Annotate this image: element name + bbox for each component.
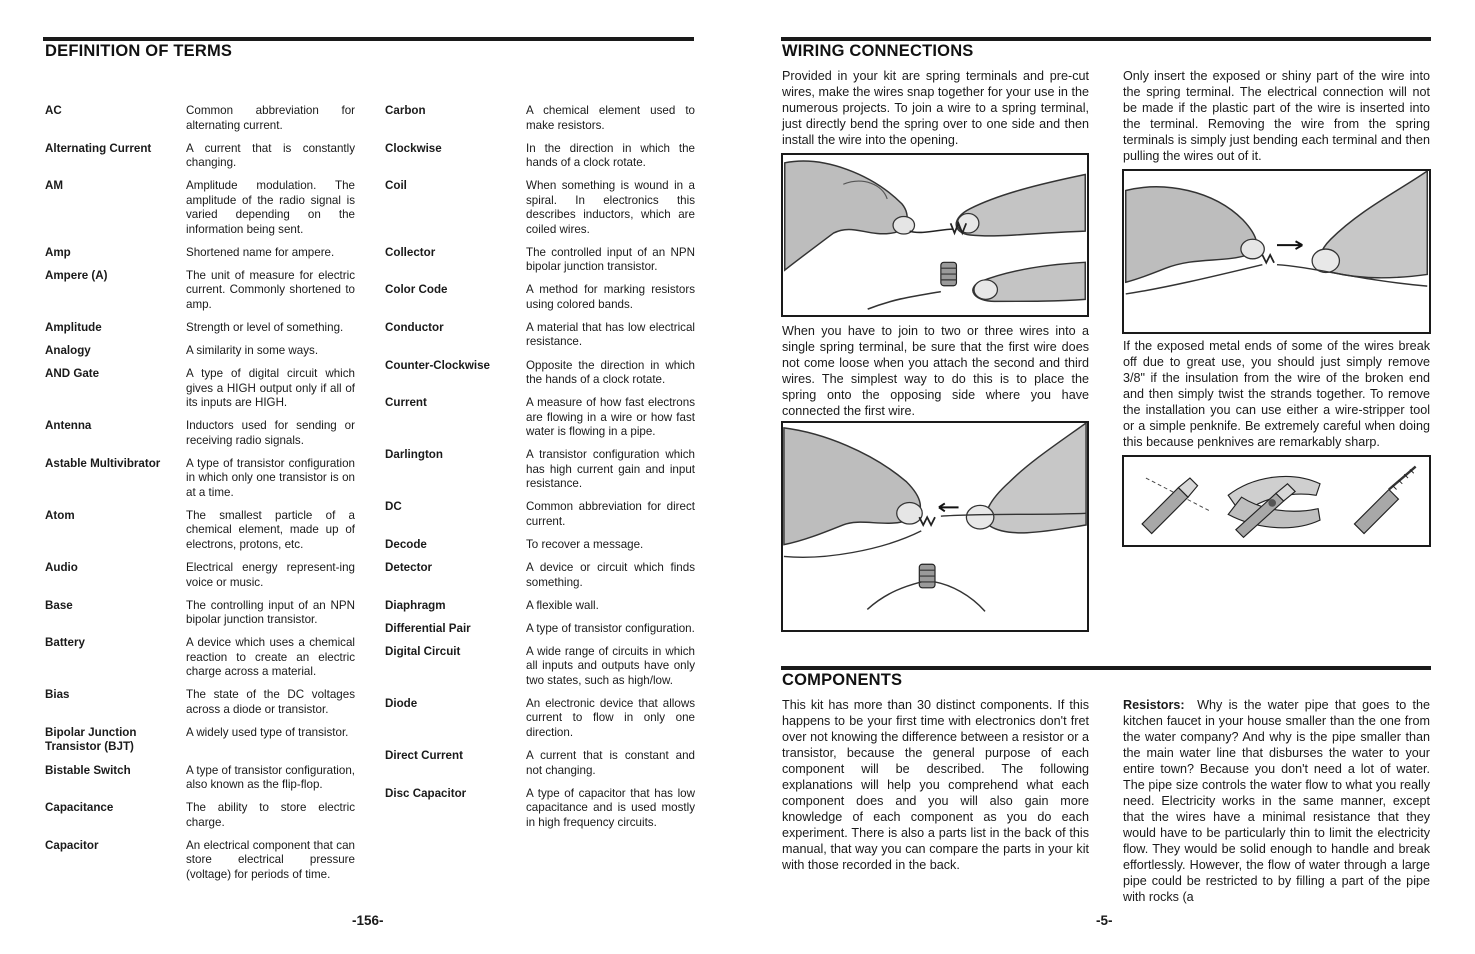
- glossary-definition: The unit of measure for electric current. Commonly shortened to amp.: [186, 268, 355, 311]
- glossary-entry: [45, 509, 355, 553]
- glossary-definition: An electrical component that can store electrical pressure (voltage) for periods of time.: [186, 838, 355, 881]
- resistors-paragraph: [1123, 697, 1430, 905]
- glossary-entry: [45, 269, 355, 313]
- glossary-definition: Common abbreviation for direct current.: [526, 500, 695, 528]
- glossary-entry: [45, 561, 355, 590]
- glossary-term: Conductor: [385, 320, 444, 334]
- spring-terminal-bend-illustration: [781, 153, 1089, 317]
- glossary-term: Audio: [45, 561, 78, 575]
- glossary-entry: [385, 283, 695, 312]
- glossary-definition: The ability to store electric charge.: [186, 801, 355, 829]
- glossary-entry: [385, 321, 695, 350]
- glossary-term: Differential Pair: [385, 621, 471, 635]
- glossary-entry: [385, 396, 695, 440]
- glossary-definition: Electrical energy represent-ing voice or music.: [186, 561, 355, 589]
- glossary-entry: [385, 142, 695, 171]
- glossary-term: Atom: [45, 508, 75, 522]
- glossary-term: Ampere (A): [45, 268, 108, 282]
- glossary-term: AM: [45, 179, 64, 193]
- glossary-term: Color Code: [385, 283, 448, 297]
- glossary-term: Analogy: [45, 344, 91, 358]
- glossary-term: Coil: [385, 179, 407, 193]
- left-top-rule: [43, 37, 694, 41]
- glossary-term: Carbon: [385, 104, 426, 117]
- glossary-definition: A type of digital circuit which gives a HIGH output only if all of its inputs are HIGH.: [186, 367, 355, 410]
- glossary-definition: The smallest particle of a chemical element, made up of electrons, protons, etc.: [186, 508, 355, 551]
- glossary-term: DC: [385, 500, 402, 514]
- glossary-term: Digital Circuit: [385, 644, 461, 658]
- glossary-entry: [45, 142, 355, 171]
- glossary-term: Alternating Current: [45, 141, 152, 155]
- glossary-term: Diode: [385, 696, 418, 710]
- glossary-definition: To recover a message.: [526, 537, 644, 551]
- glossary-term: Base: [45, 598, 73, 612]
- glossary-definition: A similarity in some ways.: [186, 344, 319, 358]
- glossary-entry: [385, 561, 695, 590]
- wiring-paragraph-4: If the exposed metal ends of some of the wires break off due to great use, you should just simply remove 3/8" if the insulation from the wire of the broken end and then simply twist the strands together. To remove the installation you can use either a wire-stripper tool or a simple penknife. Be extremely careful when doing this because penknives are remarkably sharp.: [1123, 339, 1430, 449]
- glossary-term: Diaphragm: [385, 598, 446, 612]
- glossary-term: Amp: [45, 245, 71, 259]
- wiring-paragraph-1: Provided in your kit are spring terminals and pre-cut wires, make the wires snap together for your use in the numerous projects. To join a wire to a spring terminal, just directly bend the spring over to one side and then install the wire into the opening.: [782, 69, 1089, 147]
- glossary-definition: Opposite the direction in which the hands of a clock rotate.: [526, 358, 695, 387]
- glossary-entry: [385, 179, 695, 237]
- glossary-entry: [45, 367, 355, 411]
- glossary-term: Detector: [385, 561, 433, 575]
- wiring-paragraph-3: Only insert the exposed or shiny part of the wire into the spring terminal. The electrical connection will not be made if the plastic part of the wire is inserted into the terminal. Removing the wire from the spring terminals is simply just bending each terminal and then pulling the wires out of it.: [1123, 69, 1430, 163]
- glossary-column-2: [385, 104, 695, 839]
- glossary-entry: [385, 246, 695, 275]
- glossary-definition: A device which uses a chemical reaction to create an electric charge across a material.: [186, 636, 355, 679]
- glossary-definition: A measure of how fast electrons are flowing in a wire or how fast water is flowing in a pipe.: [526, 396, 695, 439]
- glossary-entry: [45, 726, 355, 755]
- glossary-entry: [385, 697, 695, 741]
- glossary-definition: A widely used type of transistor.: [186, 725, 349, 739]
- glossary-definition: Inductors used for sending or receiving radio signals.: [186, 419, 355, 447]
- glossary-entry: [45, 419, 355, 448]
- glossary-term: Direct Current: [385, 749, 463, 762]
- glossary-term: Bias: [45, 688, 70, 702]
- wiring-top-rule: [781, 37, 1431, 41]
- glossary-entry: [385, 622, 695, 637]
- glossary-definition: The controlling input of an NPN bipolar junction transistor.: [186, 598, 355, 627]
- glossary-term: Bistable Switch: [45, 763, 131, 777]
- definition-of-terms-heading: DEFINITION OF TERMS: [45, 42, 233, 60]
- glossary-entry: [45, 599, 355, 628]
- glossary-definition: Amplitude modulation. The amplitude of the radio signal is varied depending on the information being sent.: [186, 179, 355, 236]
- components-top-rule: [781, 666, 1431, 670]
- glossary-term: Darlington: [385, 448, 443, 462]
- glossary-entry: [385, 787, 695, 831]
- glossary-entry: [385, 500, 695, 529]
- glossary-entry: [45, 636, 355, 680]
- glossary-entry: [385, 448, 695, 492]
- resistors-label: Resistors:: [1123, 698, 1185, 712]
- glossary-entry: [385, 359, 695, 388]
- glossary-term: Amplitude: [45, 320, 102, 334]
- glossary-entry: [385, 538, 695, 553]
- glossary-entry: [385, 645, 695, 689]
- wiring-connections-heading: WIRING CONNECTIONS: [782, 42, 974, 60]
- glossary-entry: [45, 457, 355, 501]
- glossary-definition: A current that is constant and not changing.: [526, 749, 695, 777]
- components-paragraph: This kit has more than 30 distinct components. If this happens to be your first time with electronics don't fret over not knowing the difference between a resistor or a transistor, because the general purpose of each component will be described. The following explanations will help you comprehend what each component does and you will also gain more knowledge of each component as you do each experiment. There is also a parts list in the back of this manual, that way you can compare the parts in your kit with those recorded in the back.: [782, 698, 1089, 872]
- resistors-text: Why is the water pipe that goes to the kitchen faucet in your house smaller than the one from the water company? And why is the pipe smaller than the main water line that disburses the water to your entire town? Because you don't need a lot of water. The pipe size controls the water flow to what you really need. Electricity works in the same manner, except that the wires have a minimal resistance that they would have to be particularly thin to limit the electricity flow. They would be solid enough to handle and break effortlessly. However, the flow of water through a large pipe could be restricted to by filling a part of the pipe with rocks (a: [1123, 698, 1431, 904]
- glossary-column-1: [45, 104, 355, 891]
- glossary-term: Antenna: [45, 419, 92, 433]
- glossary-entry: [385, 599, 695, 614]
- glossary-definition: An electronic device that allows current to flow in only one direction.: [526, 696, 695, 739]
- glossary-definition: A type of transistor configuration in which only one transistor is on at a time.: [186, 456, 355, 499]
- glossary-entry: [45, 104, 355, 133]
- glossary-definition: A type of transistor configuration, also known as the flip-flop.: [186, 763, 355, 791]
- glossary-definition: In the direction in which the hands of a clock rotate.: [526, 141, 695, 170]
- glossary-term: Clockwise: [385, 141, 442, 155]
- glossary-definition: A transistor configuration which has high current gain and input resistance.: [526, 448, 695, 491]
- glossary-entry: [45, 344, 355, 359]
- glossary-definition: A type of capacitor that has low capacitance and is used mostly in high frequency circuits.: [526, 786, 695, 829]
- glossary-entry: [45, 246, 355, 261]
- glossary-definition: Common abbreviation for alternating current.: [186, 104, 355, 132]
- glossary-term: Astable Multivibrator: [45, 456, 161, 470]
- glossary-definition: A current that is constantly changing.: [186, 141, 355, 170]
- glossary-term: Decode: [385, 537, 427, 551]
- glossary-term: Collector: [385, 245, 436, 259]
- glossary-term: Capacitance: [45, 801, 114, 815]
- wire-stripper-illustration: [1122, 455, 1431, 547]
- glossary-entry: [45, 321, 355, 336]
- glossary-entry: [385, 104, 695, 133]
- glossary-definition: When something is wound in a spiral. In electronics this describes inductors, which are coiled wires.: [526, 179, 695, 236]
- glossary-definition: A type of transistor configuration.: [526, 621, 695, 635]
- glossary-entry: [45, 688, 355, 717]
- glossary-term: Disc Capacitor: [385, 786, 467, 800]
- glossary-definition: A method for marking resistors using colored bands.: [526, 283, 695, 311]
- glossary-definition: A wide range of circuits in which all inputs and outputs have only two states, such as high/low.: [526, 644, 695, 687]
- glossary-term: AND Gate: [45, 367, 100, 381]
- glossary-entry: [385, 749, 695, 778]
- wiring-paragraph-2: When you have to join to two or three wires into a single spring terminal, be sure that the first wire does not come loose when you attach the second and third wires. The simplest way to do this is to place the spring onto the opposing side where you have connected the first wire.: [782, 324, 1089, 418]
- glossary-definition: Shortened name for ampere.: [186, 245, 335, 259]
- remove-wire-illustration: [1122, 169, 1431, 334]
- multiple-wires-spring-illustration: [781, 421, 1089, 632]
- glossary-definition: A device or circuit which finds something.: [526, 561, 695, 589]
- glossary-definition: A material that has low electrical resistance.: [526, 320, 695, 349]
- glossary-definition: A flexible wall.: [526, 598, 599, 612]
- glossary-term: Capacitor: [45, 838, 99, 852]
- glossary-entry: [45, 839, 355, 883]
- glossary-definition: The controlled input of an NPN bipolar junction transistor.: [526, 245, 695, 274]
- glossary-entry: [45, 179, 355, 237]
- glossary-term: Counter-Clockwise: [385, 358, 491, 372]
- glossary-definition: Strength or level of something.: [186, 320, 344, 334]
- glossary-definition: A chemical element used to make resistors.: [526, 104, 695, 132]
- glossary-definition: The state of the DC voltages across a diode or transistor.: [186, 688, 355, 716]
- glossary-term: Current: [385, 396, 427, 410]
- glossary-term: Battery: [45, 636, 85, 650]
- glossary-term: AC: [45, 104, 62, 117]
- components-heading: COMPONENTS: [782, 671, 903, 689]
- right-page-number: -5-: [1096, 913, 1113, 928]
- glossary-entry: [45, 801, 355, 830]
- glossary-term: Bipolar Junction Transistor (BJT): [45, 725, 137, 754]
- glossary-entry: [45, 764, 355, 793]
- left-page-number: -156-: [352, 913, 384, 928]
